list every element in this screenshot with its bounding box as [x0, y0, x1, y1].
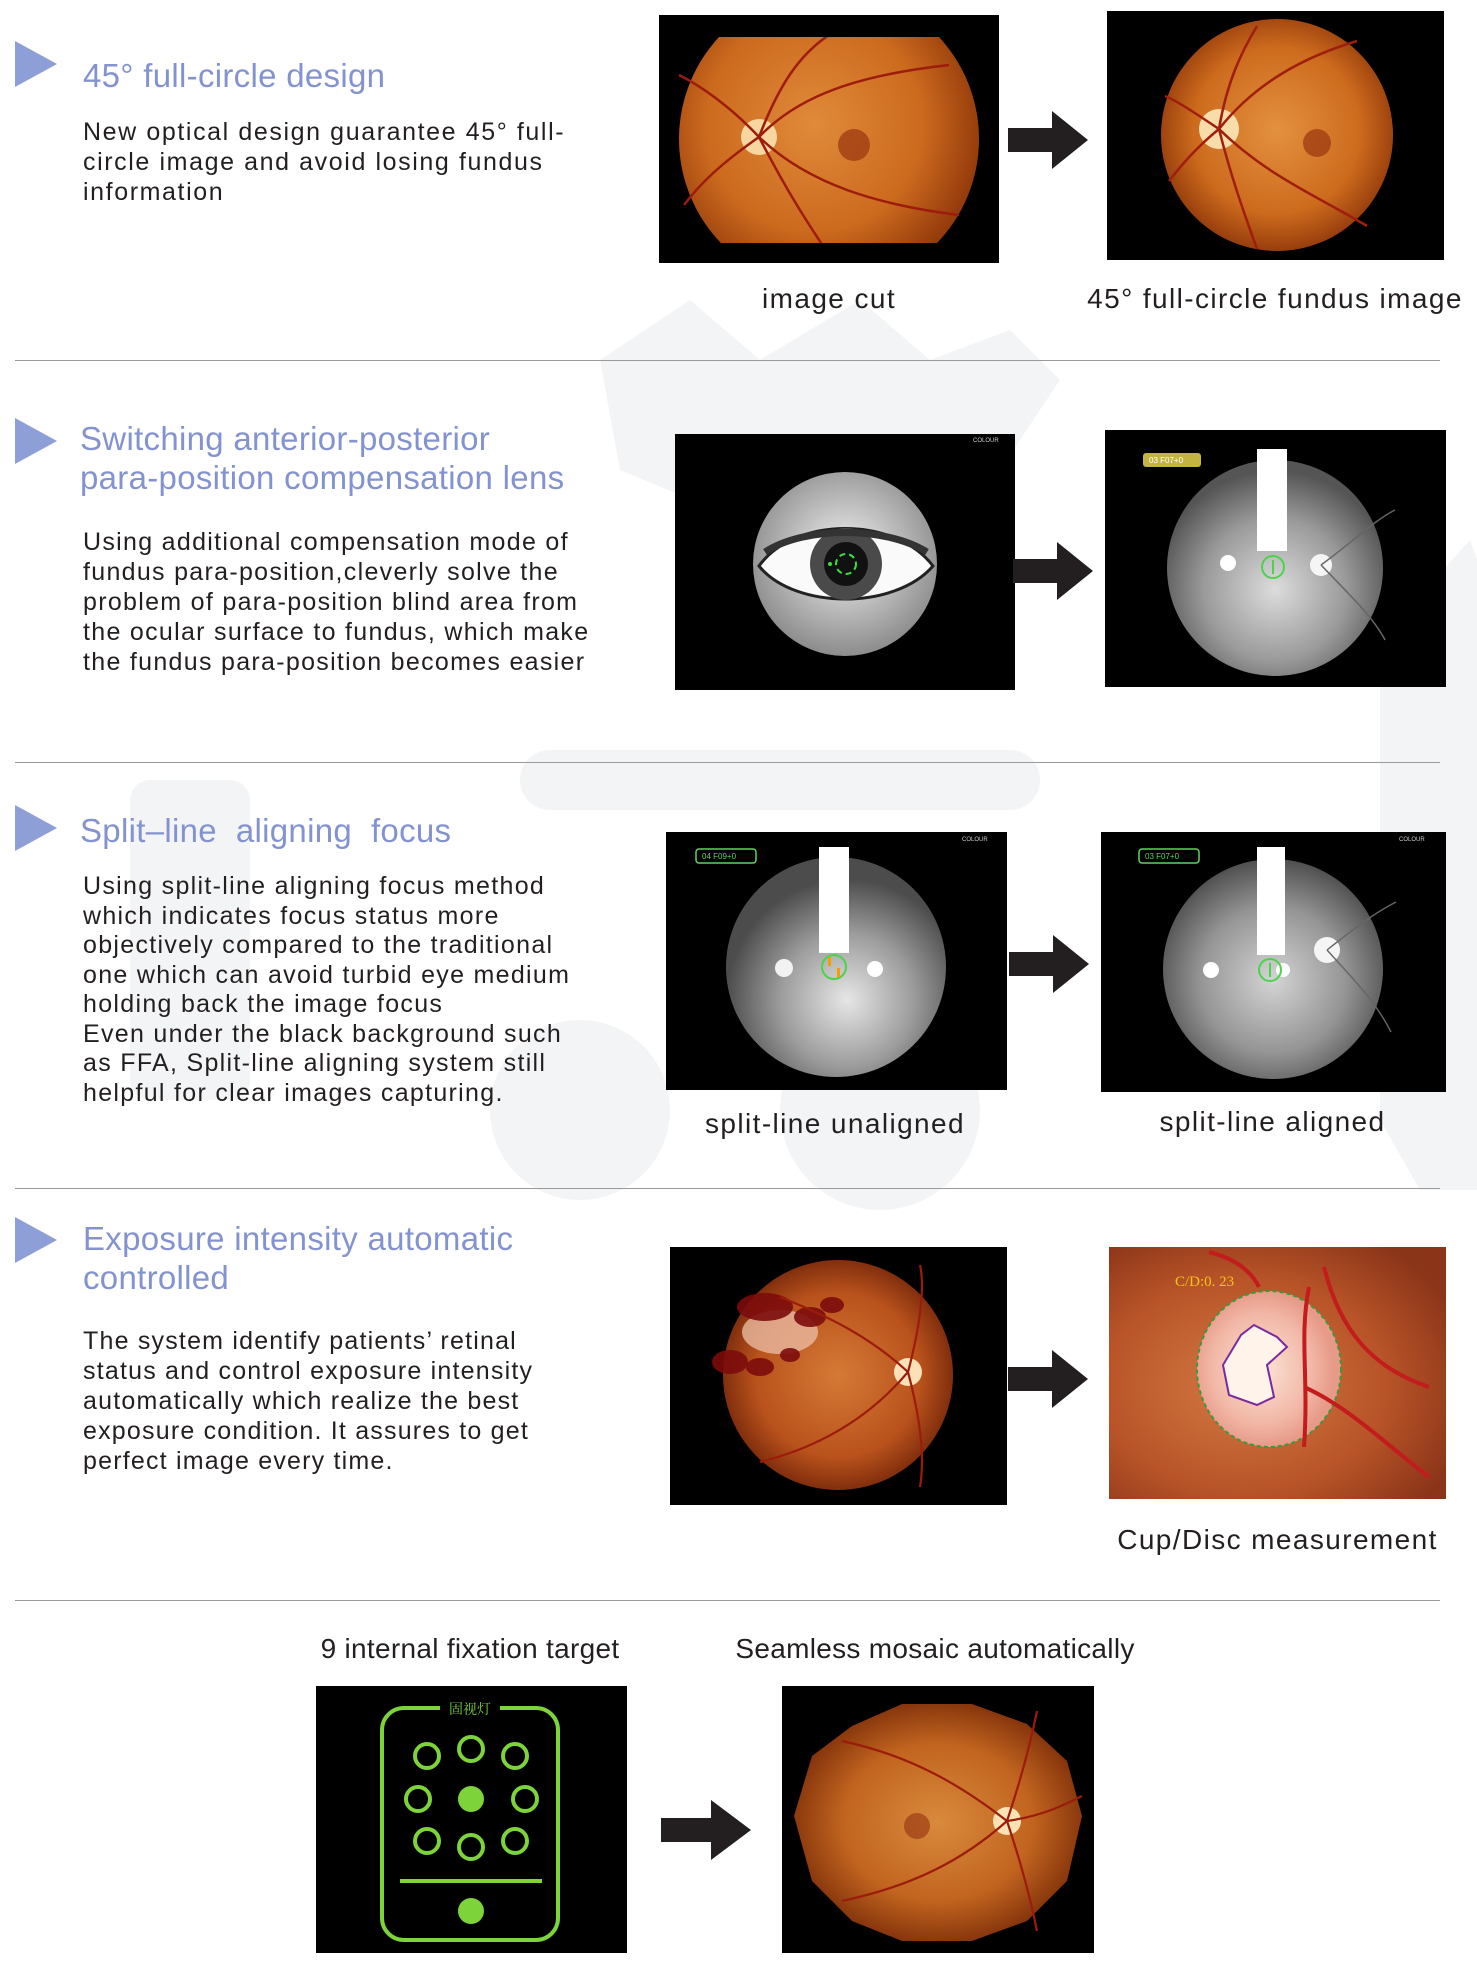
colour-label: COLOUR: [962, 837, 988, 843]
arrow-right-icon: [1009, 935, 1089, 993]
split-line-unaligned-photo: [666, 832, 1007, 1090]
description-line: Using additional compensation mode of: [83, 528, 569, 556]
image-cut-fundus-photo: [659, 15, 999, 263]
section-description: [83, 117, 623, 207]
cup-disc-measurement-photo: [1109, 1247, 1446, 1499]
image-caption: Seamless mosaic automatically: [735, 1633, 1135, 1664]
fixation-point-active-icon: [458, 1898, 484, 1924]
posterior-fundus-grayscale-photo: [1105, 430, 1446, 687]
description-line: exposure condition. It assures to get: [83, 1417, 530, 1445]
retinal-hemorrhage-fundus-photo: [670, 1247, 1007, 1505]
description-line: information: [83, 178, 225, 206]
description-line: perfect image every time.: [83, 1447, 394, 1475]
fixation-point-icon: [415, 1744, 439, 1768]
image-caption: split-line unaligned: [705, 1108, 965, 1139]
image-caption: image cut: [762, 283, 896, 314]
overlay-tag: 03 F07+0: [1149, 456, 1184, 465]
fixation-point-icon: [459, 1835, 483, 1859]
description-line: Even under the black background such: [83, 1019, 563, 1048]
description-line: fundus para-position,cleverly solve the: [83, 558, 559, 586]
section-description: [83, 527, 610, 677]
cup-disc-ratio-label: C/D:0. 23: [1175, 1274, 1235, 1290]
section-marker-icon: [15, 41, 57, 87]
section-title: 45° full-circle design: [83, 57, 386, 94]
fixation-target-panel: [316, 1686, 627, 1953]
section-divider: [15, 1600, 1440, 1601]
fixation-point-icon: [406, 1787, 430, 1811]
overlay-tag: 03 F07+0: [1145, 852, 1180, 861]
arrow-right-icon: [1013, 542, 1093, 600]
seamless-mosaic-fundus-photo: [782, 1686, 1094, 1953]
overlay-tag: 04 F09+0: [702, 852, 737, 861]
section-marker-icon: [15, 805, 57, 851]
image-caption: 45° full-circle fundus image: [1087, 283, 1463, 314]
description-line: the ocular surface to fundus, which make: [83, 618, 590, 646]
description-line: status and control exposure intensity: [83, 1357, 534, 1385]
section-title: [80, 419, 564, 497]
colour-label: COLOUR: [1399, 837, 1425, 843]
full-circle-fundus-photo: [1107, 11, 1444, 260]
description-line: The system identify patients’ retinal: [83, 1327, 517, 1355]
image-caption: 9 internal fixation target: [320, 1633, 620, 1664]
image-caption: Cup/Disc measurement: [1117, 1524, 1438, 1555]
section-title: Split–line aligning focus: [80, 812, 452, 849]
description-line: objectively compared to the traditional: [83, 931, 554, 959]
arrow-right-icon: [1008, 111, 1088, 169]
description-line: circle image and avoid losing fundus: [83, 148, 544, 176]
section-description: [83, 1326, 603, 1476]
description-line: automatically which realize the best: [83, 1387, 520, 1415]
section-marker-icon: [15, 1217, 57, 1263]
split-line-aligned-photo: [1101, 832, 1446, 1092]
section-description: [83, 872, 603, 1108]
section-divider: [15, 1188, 1440, 1189]
description-line: helpful for clear images capturing.: [83, 1078, 504, 1107]
section-marker-icon: [15, 418, 57, 464]
fixation-point-icon: [503, 1744, 527, 1768]
fixation-point-icon: [513, 1787, 537, 1811]
description-line: Using split-line aligning focus method: [83, 872, 546, 900]
arrow-right-icon: [1008, 1350, 1088, 1408]
arrow-right-icon: [661, 1800, 751, 1860]
fixation-point-icon: [503, 1829, 527, 1853]
section-divider: [15, 762, 1440, 763]
anterior-eye-photo: [675, 434, 1015, 690]
description-line: holding back the image focus: [83, 990, 444, 1018]
section-title-line: para-position compensation lens: [80, 459, 565, 496]
fixation-point-active-icon: [458, 1786, 484, 1812]
section-title-line: Switching anterior-posterior: [80, 420, 491, 457]
section-title-line: controlled: [83, 1259, 230, 1296]
description-line: the fundus para-position becomes easier: [83, 648, 586, 676]
image-caption: split-line aligned: [1159, 1106, 1386, 1137]
description-line: problem of para-position blind area from: [83, 588, 579, 616]
description-line: New optical design guarantee 45° full-: [83, 118, 566, 146]
section-divider: [15, 360, 1440, 361]
fixation-point-icon: [415, 1829, 439, 1853]
section-title-line: Exposure intensity automatic: [83, 1220, 514, 1257]
description-line: one which can avoid turbid eye medium: [83, 960, 571, 989]
description-line: as FFA, Split-line aligning system still: [83, 1049, 547, 1077]
section-title: [83, 1219, 513, 1297]
fixation-point-icon: [459, 1737, 483, 1761]
colour-label: COLOUR: [973, 438, 999, 444]
fixation-label: 固视灯: [449, 1702, 491, 1718]
description-line: which indicates focus status more: [83, 901, 500, 930]
